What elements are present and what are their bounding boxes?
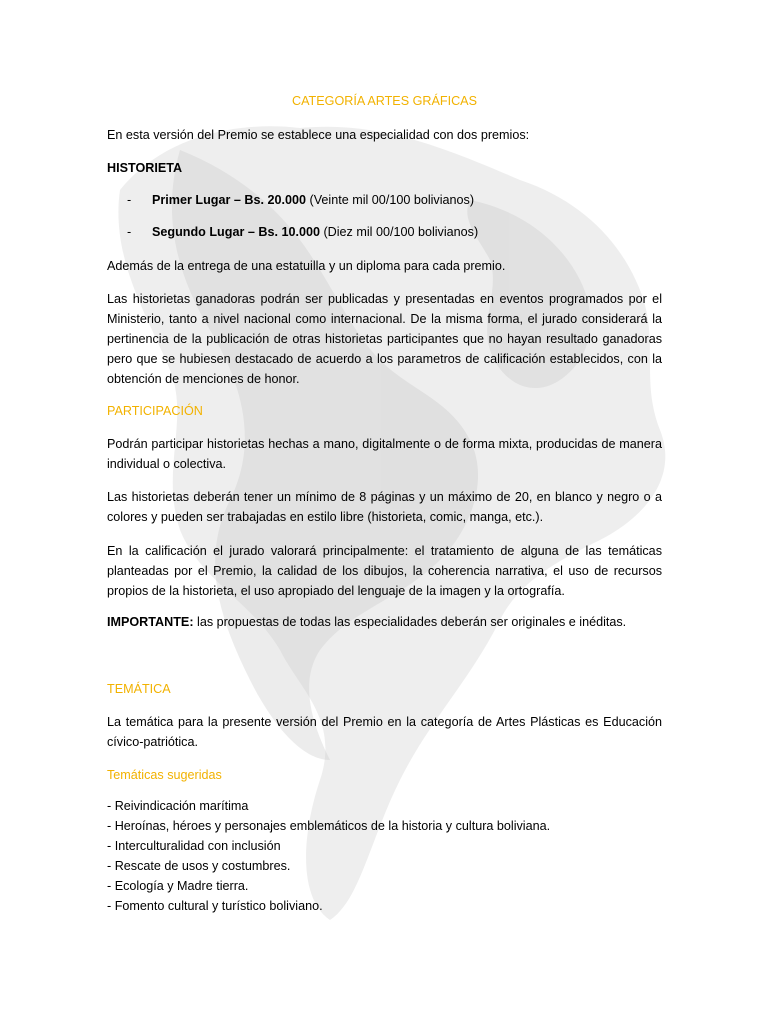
publication-paragraph: Las historietas ganadoras podrán ser publicadas y presentadas en eventos programados por el Ministerio, tanto a nivel nacional como internacional. De la misma forma, el jurado considerará la pertinencia de la publicación de otras historietas participantes que no hayan resultado ganadoras pero que se hubiesen destacado de acuerdo a los parametros de calificación establecidos, con la obtención de menciones de honor. (107, 292, 662, 386)
list-item: - Ecología y Madre tierra. (107, 879, 249, 893)
list-item: - Interculturalidad con inclusión (107, 839, 281, 853)
prize-label: Primer Lugar – Bs. 20.000 (152, 193, 307, 207)
prize-detail: (Diez mil 00/100 bolivianos) (319, 225, 479, 239)
list-item: - Rescate de usos y costumbres. (107, 859, 291, 873)
participacion-heading: PARTICIPACIÓN (107, 404, 203, 418)
participacion-paragraph-1: Podrán participar historietas hechas a mano, digitalmente o de forma mixta, producidas de manera individual o colectiva. (107, 437, 662, 471)
extra-paragraph: Además de la entrega de una estatuilla y un diploma para cada premio. (107, 259, 506, 273)
prize-detail: (Veinte mil 00/100 bolivianos) (306, 193, 475, 207)
list-item: - Reivindicación marítima (107, 799, 249, 813)
list-item: - Fomento cultural y turístico boliviano. (107, 899, 323, 913)
tematica-heading: TEMÁTICA (107, 682, 171, 696)
importante-paragraph (107, 612, 662, 632)
bullet-dash: - (127, 193, 132, 207)
category-title: CATEGORÍA ARTES GRÁFICAS (292, 94, 477, 108)
bullet-dash: - (127, 225, 132, 239)
list-item: - Heroínas, héroes y personajes emblemáticos de la historia y cultura boliviana. (107, 819, 551, 833)
tematica-paragraph: La temática para la presente versión del Premio en la categoría de Artes Plásticas es Educación cívico-patriótica. (107, 715, 662, 749)
prize-text (152, 190, 474, 210)
prize-text (152, 222, 478, 242)
participacion-paragraph-3: En la calificación el jurado valorará principalmente: el tratamiento de alguna de las temáticas planteadas por el Premio, la calidad de los dibujos, la coherencia narrativa, el uso de recursos propios de la historieta, el uso apropiado del lenguaje de la imagen y la ortografía. (107, 544, 662, 598)
participacion-paragraph-2: Las historietas deberán tener un mínimo de 8 páginas y un máximo de 20, en blanco y negro o a colores y pueden ser trabajadas en estilo libre (historieta, comic, manga, etc.). (107, 490, 662, 524)
historieta-heading: HISTORIETA (107, 161, 183, 175)
prize-label: Segundo Lugar – Bs. 10.000 (152, 225, 320, 239)
importante-label: IMPORTANTE: (107, 615, 194, 629)
sugeridas-list (107, 796, 550, 916)
sugeridas-heading: Temáticas sugeridas (107, 768, 222, 782)
intro-paragraph: En esta versión del Premio se establece una especialidad con dos premios: (107, 128, 530, 142)
importante-text: las propuestas de todas las especialidades deberán ser originales e inéditas. (193, 615, 627, 629)
